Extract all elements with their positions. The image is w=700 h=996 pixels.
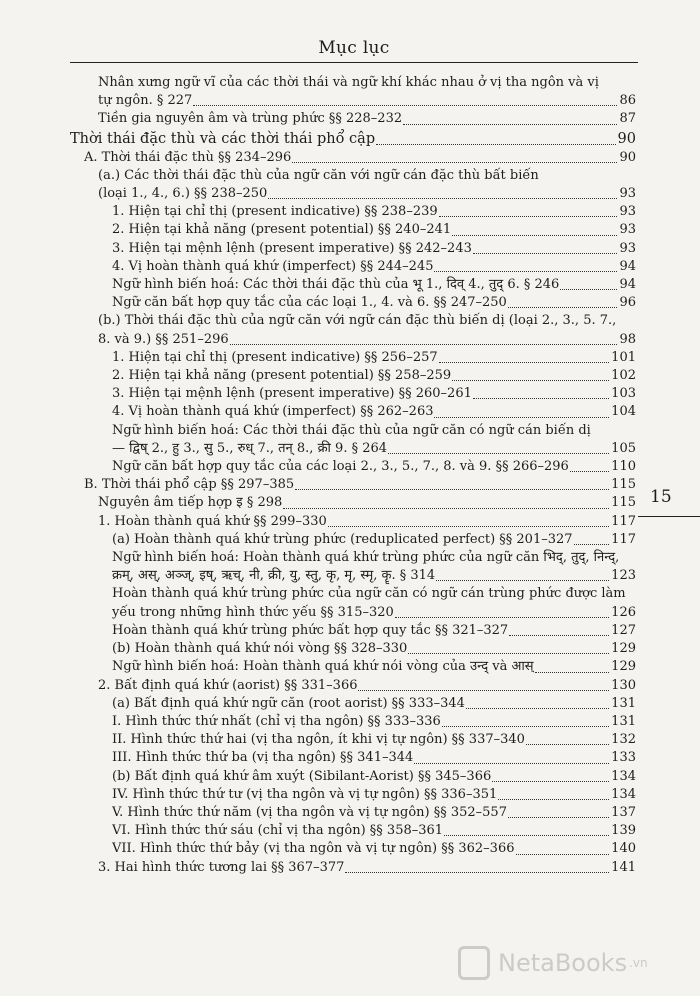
dot-leader [357,677,611,695]
dot-leader [443,822,611,840]
toc-page-number: 93 [619,186,636,202]
toc-entry [70,658,636,676]
toc-page-number: 93 [619,222,636,238]
toc-page-number: 140 [611,841,636,857]
toc-entry-text: 4. Vị hoàn thành quá khứ (imperfect) §§ 244–245 [112,258,434,274]
toc-entry-text: IV. Hình thức thứ tư (vị tha ngôn và vị tự ngôn) §§ 336–351 [112,786,498,802]
dot-leader [229,331,620,349]
toc-page-number: 115 [611,495,636,511]
dot-leader [387,440,611,458]
toc-page-number: 117 [611,531,636,547]
toc-entry [70,258,636,276]
toc-entry [70,185,636,203]
toc-entry [70,494,636,512]
toc-page-number: 123 [611,568,636,584]
toc-entry-text: Ngữ căn bất hợp quy tắc của các loại 2., 3., 5., 7., 8. và 9. §§ 266–296 [112,459,569,475]
toc-entry-text: A. Thời thái đặc thù §§ 234–296 [84,149,292,165]
toc-entry [70,203,636,221]
toc-entry-text: (b.) Thời thái đặc thù của ngữ căn với ngữ cán đặc thù biến dị (loại 2., 3., 5. 7., [98,313,617,329]
dot-leader [435,567,611,585]
toc-entry-text: 2. Hiện tại khả năng (present potential) §§ 240–241 [112,222,452,238]
dot-leader [282,494,611,512]
toc-entry [70,513,636,531]
toc-entry-text: 8. và 9.) §§ 251–296 [98,331,229,347]
toc-entry-text: (a.) Các thời thái đặc thù của ngữ căn với ngữ cán đặc thù bất biến [98,167,539,183]
toc-entry [70,276,636,294]
dot-leader [394,604,611,622]
toc-entry [70,677,636,695]
toc-entry-text: Ngữ hình biến hoá: Các thời thái đặc thù của ngữ căn có ngữ cán biến dị [112,422,591,438]
dot-leader [465,695,611,713]
toc-entry-text: Hoàn thành quá khứ trùng phức bất hợp quy tắc §§ 321–327 [112,622,509,638]
dot-leader [438,349,612,367]
toc-entry-text: (loại 1., 4., 6.) §§ 238–250 [98,186,268,202]
toc-entry-text: V. Hình thức thứ năm (vị tha ngôn và vị tự ngôn) §§ 352–557 [112,804,507,820]
toc-entry [70,804,636,822]
toc-entry [70,149,636,167]
toc-entry [70,294,636,312]
toc-page-number: 117 [611,513,636,529]
toc-entry-text: Nguyên âm tiếp hợp इ § 298 [98,495,283,511]
toc-page-number: 90 [619,149,636,165]
toc-entry-text: yếu trong những hình thức yếu §§ 315–320 [112,604,394,620]
dot-leader [402,110,619,128]
dot-leader [438,203,620,221]
toc-entry [70,92,636,110]
toc-entry-text: VII. Hình thức thứ bảy (vị tha ngôn và vị tự ngôn) §§ 362–366 [112,841,515,857]
toc-page-number: 94 [619,277,636,293]
toc-entry [70,458,636,476]
toc-entry-text: क्रम्, अस्, अञ्ज्, इष्, ऋच्, नी, क्री, यु, स्तु, कृ, मृ, स्मृ, कॄ. § 314 [112,568,436,584]
toc-page-number: 93 [619,204,636,220]
toc-entry-text: 3. Hai hình thức tương lai §§ 367–377 [98,859,345,875]
dot-leader [451,367,611,385]
toc-entry-line [70,585,636,603]
toc-entry [70,403,636,421]
toc-page-number: 102 [611,368,636,384]
toc-page-number: 96 [619,295,636,311]
toc-entry-line [70,312,636,330]
toc-entry [70,531,636,549]
toc-entry-text: Ngữ hình biến hoá: Hoàn thành quá khứ trùng phức của ngữ căn भिद्, तुद्, निन्द्, [112,550,620,566]
toc-entry [70,110,636,128]
toc-page-number: 127 [611,622,636,638]
toc-entry-text: 2. Bất định quá khứ (aorist) §§ 331–366 [98,677,358,693]
toc-entry-line [70,74,636,92]
toc-entry-text: Thời thái đặc thù và các thời thái phổ cập [70,130,376,147]
toc-entry [70,859,636,877]
dot-leader [534,658,612,676]
toc-page-number: 98 [619,331,636,347]
toc-entry-text: B. Thời thái phổ cập §§ 297–385 [84,477,295,493]
toc-entry [70,840,636,858]
page-number-rule [638,516,700,517]
dot-leader [433,258,619,276]
toc-entry-text: 1. Hiện tại chỉ thị (present indicative) §§ 256–257 [112,349,438,365]
toc-page-number: 139 [611,823,636,839]
dot-leader [525,731,611,749]
toc-entry [70,640,636,658]
toc-entry [70,221,636,239]
toc-page-number: 90 [617,130,636,147]
toc-page-number: 115 [611,477,636,493]
toc-page-number: 110 [611,459,636,475]
toc-entry-text: Ngữ hình biến hoá: Hoàn thành quá khứ nói vòng của उन्द् và आस् [112,659,534,675]
toc-entry-text: Ngữ căn bất hợp quy tắc của các loại 1., 4. và 6. §§ 247–250 [112,295,507,311]
toc-page-number: 129 [611,641,636,657]
toc-entry [70,713,636,731]
dot-leader [433,403,611,421]
toc-page-number: 87 [619,111,636,127]
toc-page-number: 104 [611,404,636,420]
toc-page-number: 141 [611,859,636,875]
dot-leader [291,149,619,167]
toc-entry [70,622,636,640]
toc-page-number: 93 [619,240,636,256]
toc-entry-text: 2. Hiện tại khả năng (present potential) §§ 258–259 [112,368,452,384]
watermark-suffix: .vn [629,956,648,970]
page-number: 15 [650,487,672,507]
toc-entry-text: 4. Vị hoàn thành quá khứ (imperfect) §§ 262–263 [112,404,434,420]
toc-entry-text: (a) Hoàn thành quá khứ trùng phức (reduplicated perfect) §§ 201–327 [112,531,573,547]
dot-leader [472,385,611,403]
toc-entry-text: 3. Hiện tại mệnh lệnh (present imperative) §§ 242–243 [112,240,472,256]
toc-entry-line [70,422,636,440]
toc-entry-text: VI. Hình thức thứ sáu (chỉ vị tha ngôn) §§ 358–361 [112,823,444,839]
header-rule [70,62,638,63]
toc-entry [70,567,636,585]
toc-page-number: 131 [611,713,636,729]
toc-entry-text: 3. Hiện tại mệnh lệnh (present imperative) §§ 260–261 [112,386,472,402]
toc-page-number: 131 [611,695,636,711]
toc-page-number: 134 [611,768,636,784]
dot-leader [573,531,612,549]
toc-entry [70,822,636,840]
dot-leader [413,749,611,767]
dot-leader [294,476,611,494]
toc-entry-text: — द्विष् 2., हु 3., सु 5., रुध् 7., तन् 8., क्री 9. § 264 [112,440,388,456]
dot-leader [407,640,611,658]
dot-leader [508,622,611,640]
toc-page-number: 132 [611,732,636,748]
toc-entry-text: Nhân xưng ngữ vĩ của các thời thái và ngữ khí khác nhau ở vị tha ngôn và vị [98,75,599,90]
toc-entry-text: 1. Hoàn thành quá khứ §§ 299–330 [98,513,327,529]
toc-entry [70,786,636,804]
toc-entry-text: 1. Hiện tại chỉ thị (present indicative) §§ 238–239 [112,204,438,220]
toc-entry-text: II. Hình thức thứ hai (vị tha ngôn, ít khi vị tự ngôn) §§ 337–340 [112,732,525,748]
watermark [458,946,648,980]
toc-entry [70,476,636,494]
dot-leader [327,513,611,531]
dot-leader [375,129,617,149]
dot-leader [451,221,619,239]
toc-entry-text: Tiền gia nguyên âm và trùng phức §§ 228–232 [98,111,403,127]
toc-entry [70,440,636,458]
dot-leader [472,240,620,258]
dot-leader [267,185,619,203]
toc-entry-line [70,549,636,567]
toc-entry [70,129,636,149]
toc-entry-text: (b) Hoàn thành quá khứ nói vòng §§ 328–330 [112,641,408,657]
netabooks-logo-icon [458,946,490,980]
dot-leader [507,294,620,312]
toc-page-number: 101 [611,349,636,365]
toc-page-number: 86 [619,93,636,109]
toc-entry-text: tự ngôn. § 227 [98,93,193,109]
toc-entry-text: I. Hình thức thứ nhất (chỉ vị tha ngôn) §§ 333–336 [112,713,441,729]
toc-entry [70,604,636,622]
toc-entry [70,240,636,258]
dot-leader [192,92,619,110]
watermark-brand: NetaBooks [498,949,628,977]
toc-entry-text: Hoàn thành quá khứ trùng phức của ngữ căn có ngữ cán trùng phức được làm [112,586,626,602]
toc-entry [70,695,636,713]
toc-entry [70,749,636,767]
toc-entry [70,731,636,749]
page-header-title: Mục lục [318,38,390,58]
toc-entry [70,385,636,403]
toc-entry [70,367,636,385]
toc-page-number: 133 [611,750,636,766]
toc-page-number: 103 [611,386,636,402]
dot-leader [497,786,611,804]
toc-page-number: 105 [611,440,636,456]
toc-page-number: 130 [611,677,636,693]
toc-entry [70,349,636,367]
toc-entry-text: Ngữ hình biến hoá: Các thời thái đặc thù của भू 1., दिव् 4., तुद् 6. § 246 [112,277,560,293]
dot-leader [515,840,612,858]
toc-entry-text: (b) Bất định quá khứ âm xuýt (Sibilant-Aorist) §§ 345–366 [112,768,492,784]
toc-entry [70,768,636,786]
toc-entry-text: (a) Bất định quá khứ ngữ căn (root aorist) §§ 333–344 [112,695,465,711]
toc-page-number: 134 [611,786,636,802]
dot-leader [569,458,611,476]
dot-leader [441,713,611,731]
toc-entry [70,331,636,349]
toc-page-number: 129 [611,659,636,675]
toc-page-number: 94 [619,258,636,274]
toc-entry-text: III. Hình thức thứ ba (vị tha ngôn) §§ 341–344 [112,750,414,766]
dot-leader [559,276,619,294]
dot-leader [491,768,611,786]
toc-entry-line [70,167,636,185]
dot-leader [507,804,611,822]
table-of-contents [70,74,636,877]
dot-leader [344,859,611,877]
toc-page-number: 126 [611,604,636,620]
toc-page-number: 137 [611,804,636,820]
